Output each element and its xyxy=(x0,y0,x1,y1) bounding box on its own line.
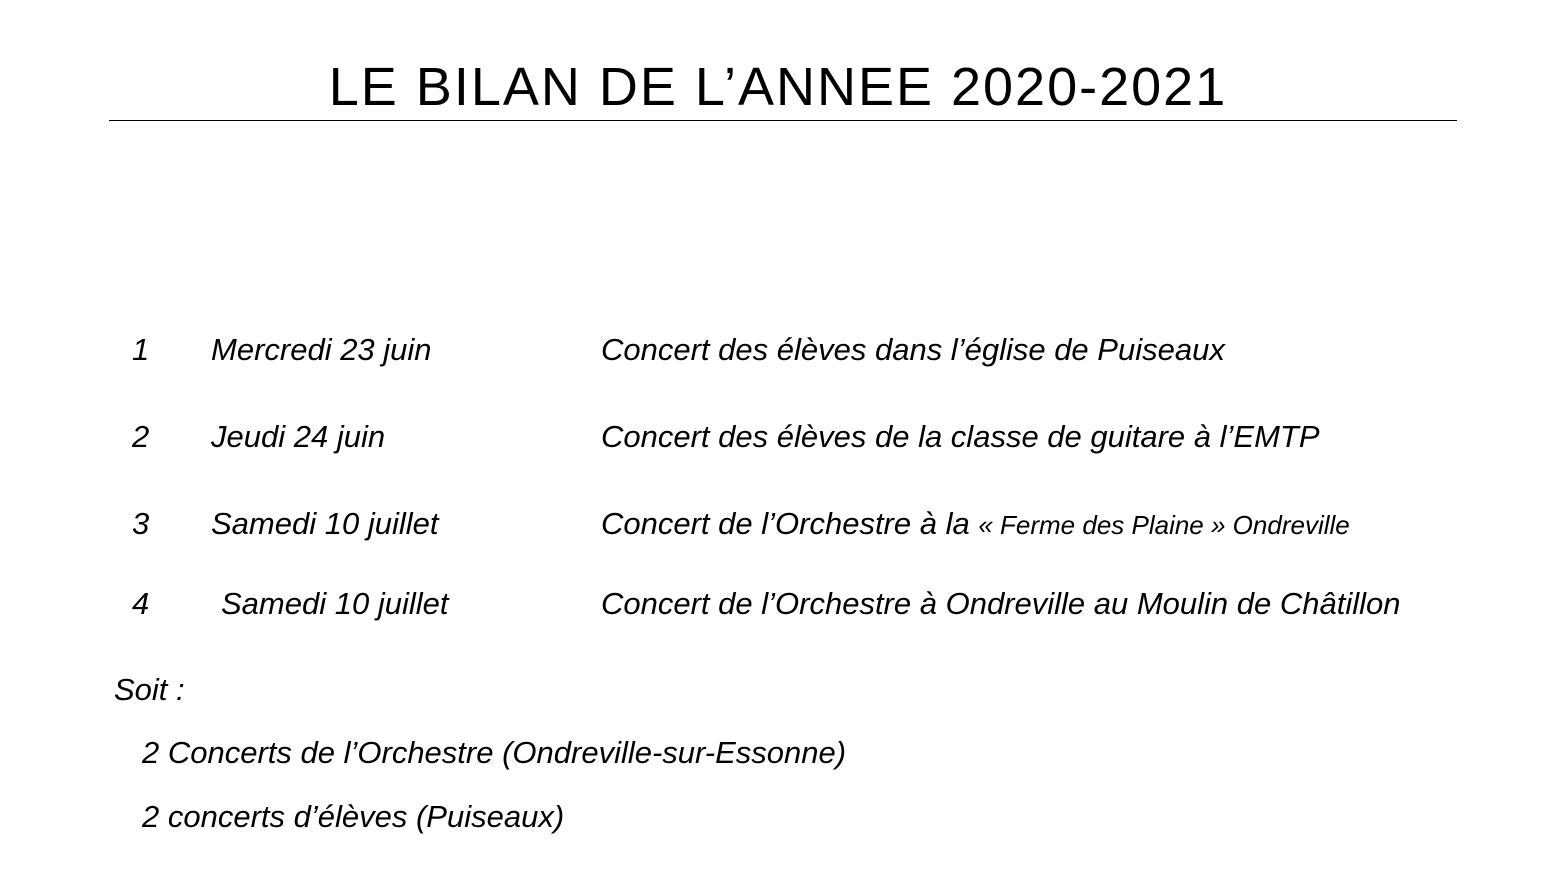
event-row-1 xyxy=(0,330,1556,370)
event-description-main: Concert de l’Orchestre à la xyxy=(601,506,979,541)
event-row-4 xyxy=(0,584,1556,624)
event-number: 3 xyxy=(132,506,150,541)
event-description: Concert des élèves dans l’église de Puiseaux xyxy=(601,332,1225,367)
event-row-2 xyxy=(0,417,1556,457)
event-date: Mercredi 23 juin xyxy=(211,332,432,367)
event-number: 4 xyxy=(132,586,150,621)
event-description-venue: « Ferme des Plaine » Ondreville xyxy=(978,510,1350,540)
title-underline xyxy=(109,120,1457,121)
summary-label: Soit : xyxy=(114,672,185,707)
event-number: 1 xyxy=(132,332,150,367)
event-description: Concert de l’Orchestre à Ondreville au Moulin de Châtillon xyxy=(601,586,1401,621)
event-description: Concert des élèves de la classe de guitare à l’EMTP xyxy=(601,419,1320,454)
summary-line-orchestra: 2 Concerts de l’Orchestre (Ondreville-sur-Essonne) xyxy=(142,735,847,770)
event-date: Samedi 10 juillet xyxy=(221,586,449,621)
page-title: LE BILAN DE L’ANNEE 2020-2021 xyxy=(328,57,1228,117)
event-description xyxy=(601,504,1350,545)
event-row-3 xyxy=(0,504,1556,544)
summary-line-students: 2 concerts d’élèves (Puiseaux) xyxy=(142,799,565,834)
event-number: 2 xyxy=(132,419,150,454)
event-date: Samedi 10 juillet xyxy=(211,506,439,541)
event-date: Jeudi 24 juin xyxy=(211,419,386,454)
